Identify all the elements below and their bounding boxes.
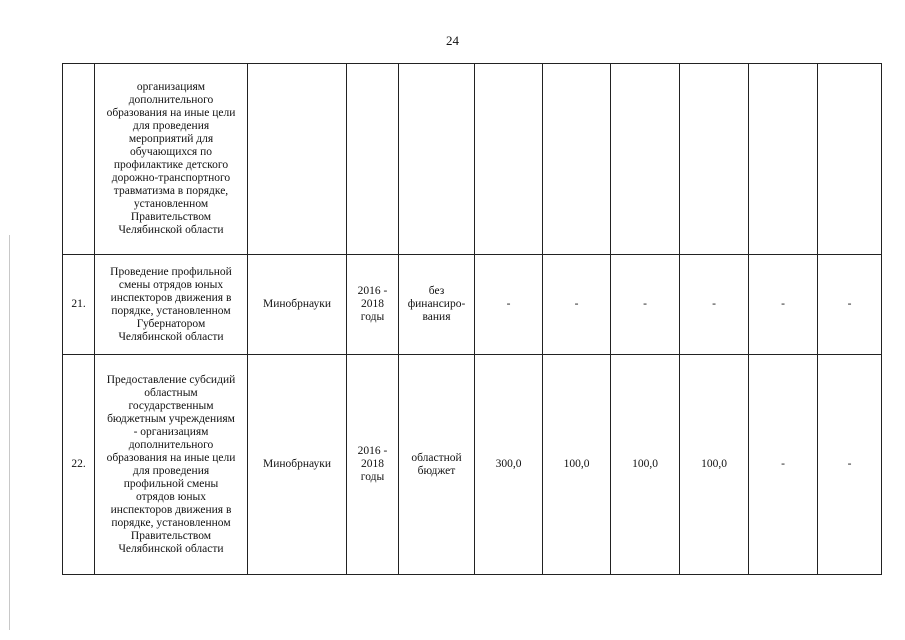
funding-source-cell [399,355,475,575]
activity-name-line: для проведения [132,120,210,132]
funding-source-cell [399,255,475,355]
activity-name-cell [95,355,248,575]
activity-name-line: обучающихся по [130,146,212,158]
amount-cell [611,64,680,255]
funding-source-cell [399,64,475,255]
amount-cell: 100,0 [680,355,749,575]
amount-cell: 100,0 [611,355,680,575]
period-line: 2018 [361,298,384,310]
amount-cell: - [543,255,611,355]
activity-name-line: травматизма в порядке, [113,185,229,197]
row-number-cell: 21. [63,255,95,355]
table-row [63,64,882,255]
executor-cell: Минобрнауки [248,355,347,575]
period-line: 2016 - [357,445,388,457]
amount-cell: - [749,355,818,575]
period-line: годы [360,311,385,323]
activity-name-line: для проведения [132,464,210,477]
row-number-cell: 22. [63,355,95,575]
funding-source-line: без [428,285,445,297]
period-line: 2018 [361,458,384,470]
amount-cell: 300,0 [475,355,543,575]
activity-name-line: инспекторов движения в [110,291,232,304]
table-row [63,255,882,355]
period-cell [347,255,399,355]
activity-name-line: профилактике детского [113,159,229,171]
activity-name-line: Предоставление субсидий [106,373,236,386]
amount-cell [680,64,749,255]
activity-name-line: Правительством [130,211,212,223]
activity-name-line: Губернатором [136,317,206,330]
activity-name-line: Правительством [130,529,212,542]
activity-name-cell [95,64,248,255]
activity-name-line: Челябинской области [118,542,224,555]
amount-cell: - [680,255,749,355]
activity-name-line: порядке, установленном [111,304,231,317]
activity-name-line: Челябинской области [118,330,224,343]
activity-name-line: отрядов юных [136,490,206,503]
page-number: 24 [446,33,459,48]
activity-name-line: дополнительного [128,438,214,451]
activity-name-line: профильной смены [123,477,219,490]
funding-source-line: вания [422,311,451,323]
activity-name-line: образования на иные цели [106,107,236,119]
activity-name-line: организациям [136,81,206,93]
activity-name-line: порядке, установленном [111,516,231,529]
amount-cell: - [475,255,543,355]
funding-source-line: финансиро- [407,298,466,310]
executor-cell [248,64,347,255]
activity-name-line: смены отрядов юных [118,278,224,291]
activity-name-line: инспекторов движения в [110,503,232,516]
activity-name-cell [95,255,248,355]
activity-name-line: установленном [133,198,209,210]
activity-name-line: Челябинской области [118,224,224,236]
amount-cell: - [818,355,882,575]
amount-cell [543,64,611,255]
activity-name-line: образования на иные цели [106,451,236,464]
period-cell [347,64,399,255]
funding-source-line: областной [411,451,462,464]
activity-name-line: государственным [128,399,214,412]
activity-name-line: областным [144,386,198,399]
period-line: годы [360,471,385,483]
activity-name-line: дополнительного [128,94,214,106]
amount-cell: - [818,255,882,355]
amount-cell [749,64,818,255]
table-row [63,355,882,575]
period-cell [347,355,399,575]
activity-name-line: Проведение профильной [110,265,232,278]
activity-name-line: дорожно-транспортного [111,172,231,184]
amount-cell [818,64,882,255]
program-activities-table [62,63,882,575]
activity-name-line: - организациям [133,425,209,438]
activity-name-line: мероприятий для [128,133,214,145]
amount-cell: - [749,255,818,355]
scan-edge-line [9,235,10,630]
row-number-cell [63,64,95,255]
funding-source-line: бюджет [417,464,456,477]
period-line: 2016 - [357,285,388,297]
activity-name-line: бюджетным учреждениям [107,412,235,425]
executor-cell: Минобрнауки [248,255,347,355]
amount-cell: 100,0 [543,355,611,575]
amount-cell [475,64,543,255]
amount-cell: - [611,255,680,355]
